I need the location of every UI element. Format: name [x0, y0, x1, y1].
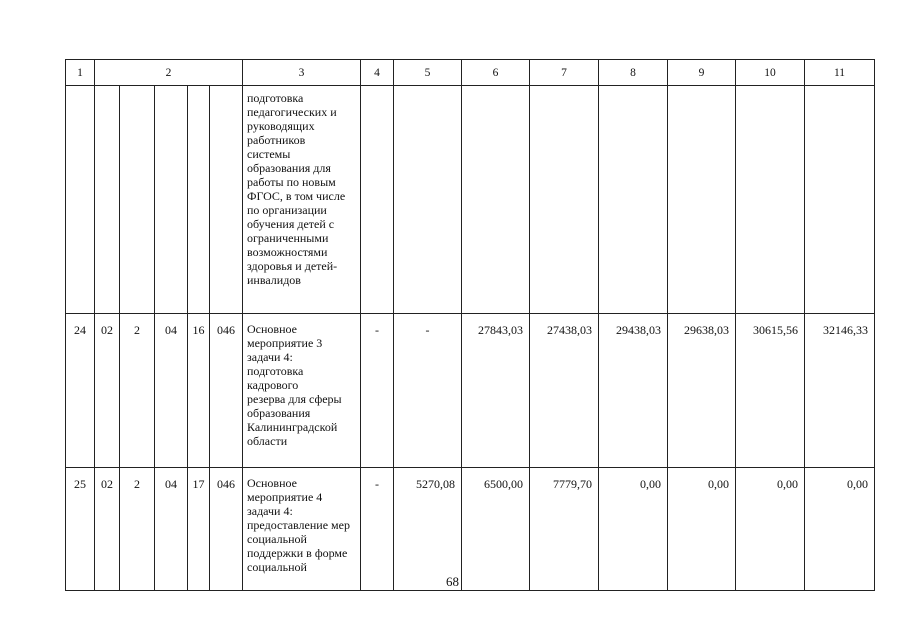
description-line: Калининградской	[247, 420, 338, 434]
header-cell: 5	[394, 60, 462, 86]
description-line: инвалидов	[247, 273, 301, 287]
table-row	[66, 86, 875, 314]
value-cell	[599, 86, 668, 314]
code-cell: 04	[155, 314, 188, 468]
code-cell: 17	[188, 468, 210, 591]
header-cell: 6	[462, 60, 530, 86]
header-cell: 7	[530, 60, 599, 86]
value-cell	[668, 86, 736, 314]
code-cell	[155, 86, 188, 314]
header-cell: 4	[361, 60, 394, 86]
code-cell	[210, 86, 243, 314]
description-line: задачи 4:	[247, 350, 293, 364]
header-cell: 8	[599, 60, 668, 86]
code-cell: 16	[188, 314, 210, 468]
description-line: образования	[247, 406, 311, 420]
header-cell: 3	[243, 60, 361, 86]
value-cell: 30615,56	[736, 314, 805, 468]
row-number-cell	[66, 86, 95, 314]
description-line: поддержки в форме	[247, 546, 348, 560]
value-cell: 0,00	[668, 468, 736, 591]
table-row	[66, 314, 875, 468]
description-line: образования для	[247, 161, 331, 175]
value-cell: 7779,70	[530, 468, 599, 591]
header-cell: 11	[805, 60, 875, 86]
value-cell	[736, 86, 805, 314]
code-cell: 02	[95, 468, 120, 591]
header-row	[66, 60, 875, 86]
description-line: мероприятие 4	[247, 490, 323, 504]
description-line: социальной	[247, 532, 307, 546]
description-line: Основное	[247, 476, 297, 490]
value-cell: 0,00	[736, 468, 805, 591]
description-line: задачи 4:	[247, 504, 293, 518]
code-cell: 04	[155, 468, 188, 591]
value-cell: 0,00	[805, 468, 875, 591]
description-line: руководящих	[247, 119, 315, 133]
value-cell	[805, 86, 875, 314]
table-row	[66, 468, 875, 591]
code-cell: 2	[120, 468, 155, 591]
budget-table	[65, 59, 875, 591]
description-line: ограниченными	[247, 231, 329, 245]
description-cell	[243, 86, 361, 314]
description-line: здоровья и детей-	[247, 259, 338, 273]
description-line: социальной	[247, 560, 307, 574]
description-line: системы	[247, 147, 291, 161]
row-number-cell: 25	[66, 468, 95, 591]
description-line: работников	[247, 133, 306, 147]
description-line: подготовка	[247, 364, 304, 378]
description-line: подготовка	[247, 91, 304, 105]
description-line: обучения детей с	[247, 217, 335, 231]
value-cell: -	[394, 314, 462, 468]
row-number-cell: 24	[66, 314, 95, 468]
header-cell: 9	[668, 60, 736, 86]
description-line: педагогических и	[247, 105, 337, 119]
value-cell: 27438,03	[530, 314, 599, 468]
code-cell	[95, 86, 120, 314]
header-cell: 2	[95, 60, 243, 86]
value-cell: 29638,03	[668, 314, 736, 468]
description-line: возможностями	[247, 245, 328, 259]
description-line: по организации	[247, 203, 327, 217]
code-cell	[188, 86, 210, 314]
value-cell: 32146,33	[805, 314, 875, 468]
value-cell: 0,00	[599, 468, 668, 591]
value-cell: 29438,03	[599, 314, 668, 468]
code-cell: 02	[95, 314, 120, 468]
header-cell: 1	[66, 60, 95, 86]
value-cell	[394, 86, 462, 314]
description-line: предоставление мер	[247, 518, 350, 532]
description-line: Основное	[247, 322, 297, 336]
value-cell: 6500,00	[462, 468, 530, 591]
description-line: работы по новым	[247, 175, 336, 189]
value-cell	[530, 86, 599, 314]
code-cell: 046	[210, 468, 243, 591]
description-cell	[243, 314, 361, 468]
value-cell: 27843,03	[462, 314, 530, 468]
value-cell	[361, 86, 394, 314]
description-line: кадрового	[247, 378, 299, 392]
code-cell	[120, 86, 155, 314]
header-cell: 10	[736, 60, 805, 86]
code-cell: 046	[210, 314, 243, 468]
description-line: области	[247, 434, 288, 448]
page-number: 68	[446, 574, 459, 589]
description-line: мероприятие 3	[247, 336, 323, 350]
value-cell: 5270,08	[394, 468, 462, 591]
description-line: ФГОС, в том числе	[247, 189, 346, 203]
value-cell: -	[361, 468, 394, 591]
description-line: резерва для сферы	[247, 392, 342, 406]
value-cell	[462, 86, 530, 314]
value-cell: -	[361, 314, 394, 468]
code-cell: 2	[120, 314, 155, 468]
description-cell	[243, 468, 361, 591]
